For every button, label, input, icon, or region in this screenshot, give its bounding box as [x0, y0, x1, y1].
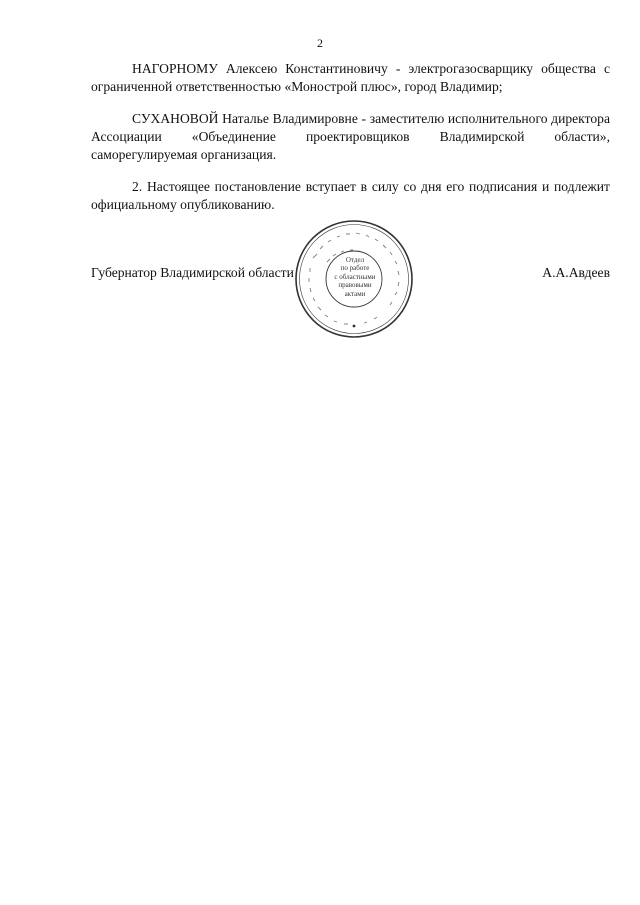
seal-center-line: с областными	[334, 272, 376, 281]
page-number: 2	[317, 36, 323, 50]
seal-center-line: по работе	[340, 264, 370, 273]
seal-center-line: актами	[344, 289, 366, 298]
signature-name: А.А.Авдеев	[542, 265, 610, 280]
signature-title: Губернатор Владимирской области	[91, 265, 294, 280]
seal-center-line: Отдел	[345, 256, 365, 264]
paragraph-effective-clause: 2. Настоящее постановление вступает в силу со дня его подписания и подлежит официальному опубликованию.	[91, 179, 610, 212]
paragraph-suhanovoy: СУХАНОВОЙ Наталье Владимировне - заместителю исполнительного директора Ассоциации «Объединение проектировщиков Владимирской области», саморегулируемая организация.	[91, 111, 610, 162]
seal-star-mark	[353, 325, 356, 328]
seal-center-line: правовыми	[338, 281, 372, 290]
official-seal-stamp	[293, 218, 415, 340]
paragraph-nagornomu: НАГОРНОМУ Алексею Константиновичу - электрогазосварщику общества с ограниченной ответственностью «Монострой плюс», город Владимир;	[91, 61, 610, 94]
seal-center-text	[329, 256, 381, 298]
document-body	[91, 60, 610, 228]
